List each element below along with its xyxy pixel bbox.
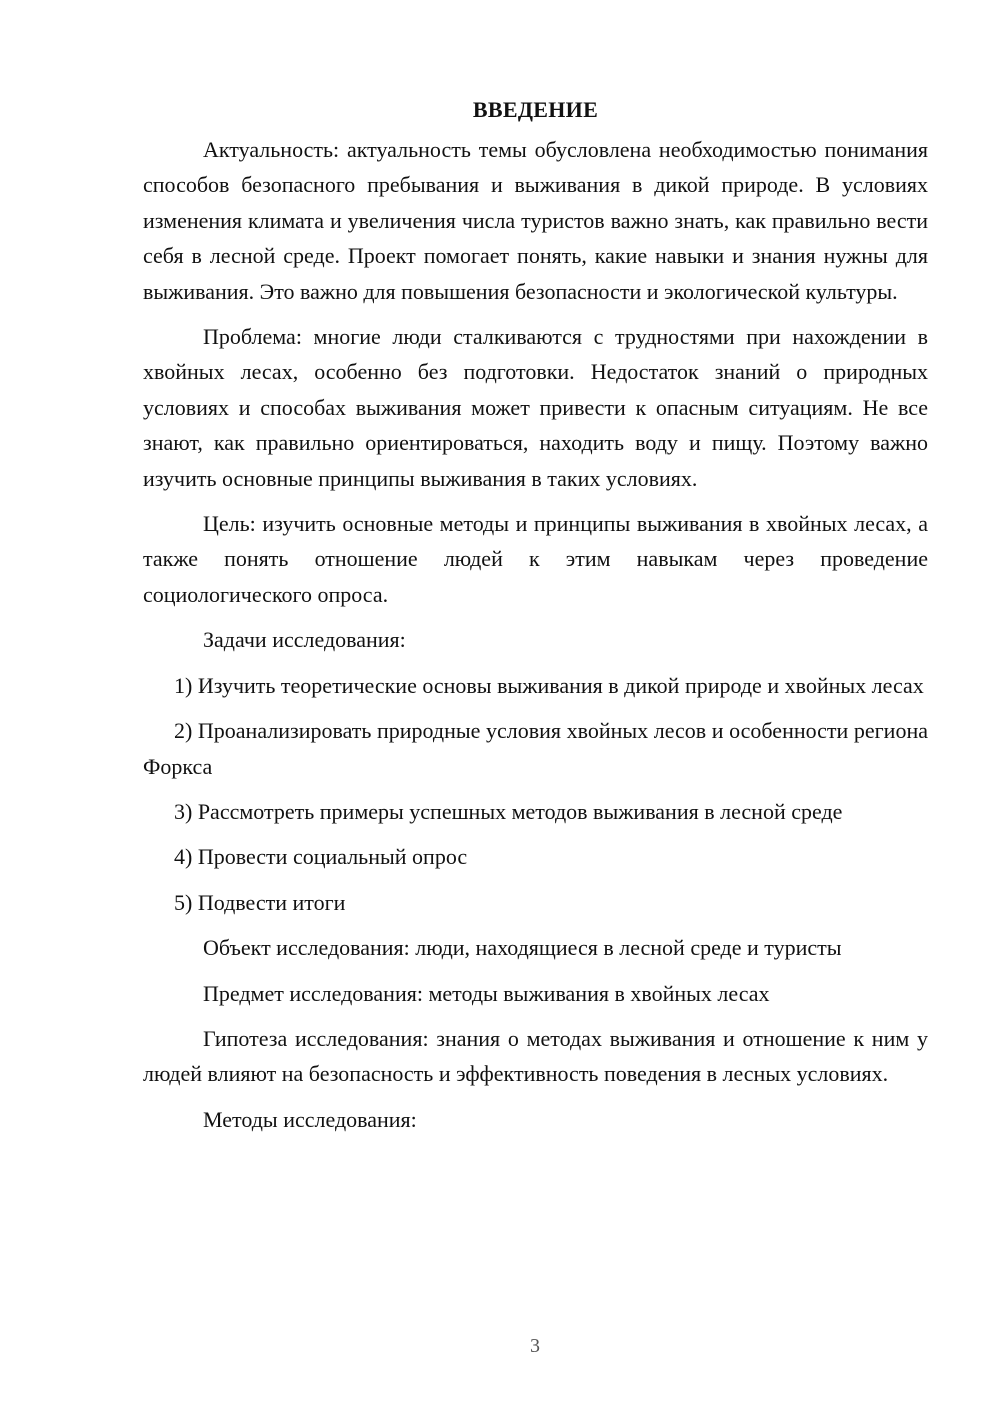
relevance-paragraph: Актуальность: актуальность темы обусловлена необходимостью понимания способов безопасного пребывания и выживания в дикой природе. В условиях изменения климата и увеличения числа туристов важно знать, как правильно вести себя в лесной среде. Проект помогает понять, какие навыки и знания нужны для выживания. Это важно для повышения безопасности и экологической культуры. <box>143 137 928 304</box>
goal-paragraph: Цель: изучить основные методы и принципы выживания в хвойных лесах, а также понять отношение людей к этим навыкам через проведение социологического опроса. <box>143 511 928 607</box>
page-number: 3 <box>530 1335 540 1357</box>
hypothesis-paragraph: Гипотеза исследования: знания о методах выживания и отношение к ним у людей влияют на безопасность и эффективность поведения в лесных условиях. <box>143 1025 928 1087</box>
methods-title: Методы исследования: <box>203 1106 417 1132</box>
tasks-title: Задачи исследования: <box>203 627 406 653</box>
task-item-4: 4) Провести социальный опрос <box>174 844 468 870</box>
section-heading: ВВЕДЕНИЕ <box>472 97 599 122</box>
task-item-2: 2) Проанализировать природные условия хвойных лесов и особенности региона Форкса <box>143 718 928 779</box>
subject-paragraph: Предмет исследования: методы выживания в хвойных лесах <box>203 980 770 1006</box>
task-item-3: 3) Рассмотреть примеры успешных методов выживания в лесной среде <box>174 798 843 824</box>
task-item-5: 5) Подвести итоги <box>174 889 346 915</box>
object-paragraph: Объект исследования: люди, находящиеся в лесной среде и туристы <box>203 935 842 961</box>
problem-paragraph: Проблема: многие люди сталкиваются с трудностями при нахождении в хвойных лесах, особенно без подготовки. Недостаток знаний о природных условиях и способах выживания может привести к опасным ситуациям. Не все знают, как правильно ориентироваться, находить воду и пищу. Поэтому важно изучить основные принципы выживания в таких условиях. <box>143 324 928 491</box>
document-page <box>143 92 928 1137</box>
task-item-1: 1) Изучить теоретические основы выживания в дикой природе и хвойных лесах <box>174 672 924 698</box>
